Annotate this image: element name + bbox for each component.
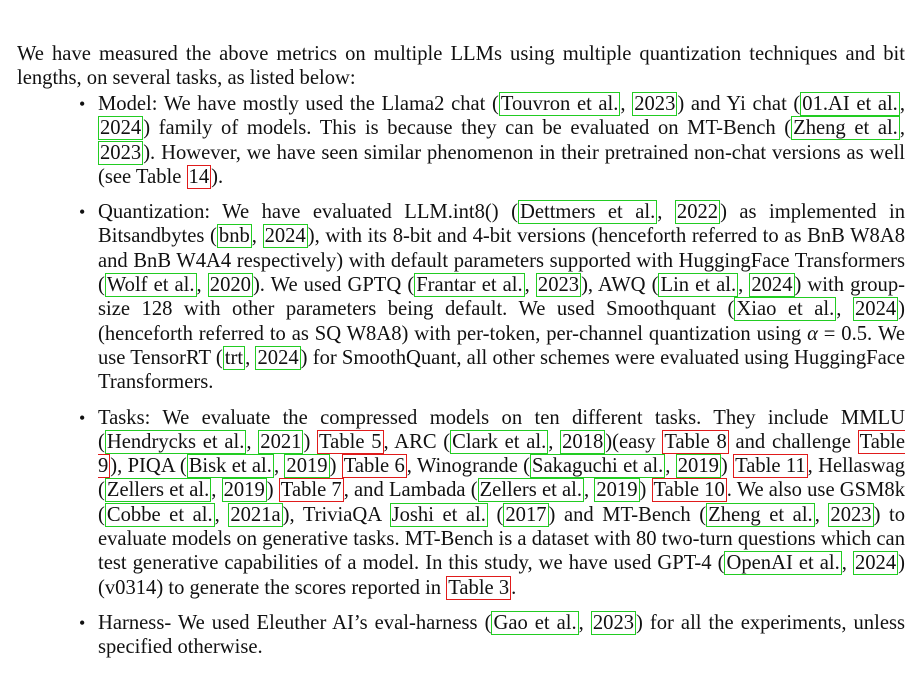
table-reference-link[interactable]: Table 6	[343, 455, 405, 478]
text-run: ) (henceforth referred to as SQ W8A8) with per-token, per-channel quantization using	[98, 298, 906, 345]
text-run: , Winogrande (	[406, 455, 530, 478]
text-run: (	[487, 503, 504, 526]
text-run: ), with its 8-bit and 4-bit versions (henceforth referred to as BnB W8A8 and BnB W4A4 respectively) with default parameters supported with HuggingFace Transformers (	[98, 225, 906, 297]
citation-link[interactable]: 2024	[257, 346, 299, 369]
text-run: ,	[548, 430, 561, 453]
table-reference-link[interactable]: Table 3	[448, 576, 510, 599]
text-run: ,	[899, 93, 905, 115]
text-run: Tasks: We evaluate the compressed models on ten different tasks. They include MMLU (	[98, 406, 905, 453]
list-item-model	[79, 92, 905, 189]
text-run: .	[511, 576, 517, 599]
intro-paragraph: We have measured the above metrics on multiple LLMs using multiple quantization techniques and bit lengths, on several tasks, as listed below:	[17, 42, 905, 90]
citation-link[interactable]: Zellers et al.	[106, 479, 210, 502]
text-run: , ARC (	[383, 430, 451, 453]
citation-link[interactable]: 01.AI et al.	[802, 93, 898, 115]
table-reference-link[interactable]: Table 8	[664, 430, 727, 453]
text-run: ).	[211, 165, 224, 188]
citation-link[interactable]: Bisk et al.	[188, 455, 272, 478]
table-reference-link[interactable]: Table 11	[735, 455, 806, 478]
citation-link[interactable]: 2024	[264, 225, 306, 248]
citation-link[interactable]: 2018	[562, 430, 604, 453]
text-run: ), PIQA (	[110, 455, 187, 478]
citation-link[interactable]: 2023	[634, 93, 676, 115]
list-item-text	[98, 407, 905, 600]
text-run: )	[720, 455, 734, 478]
text-run: )	[329, 455, 342, 478]
bullet-icon: •	[79, 94, 86, 114]
text-run: )	[266, 479, 279, 502]
list-item-text	[98, 200, 905, 393]
text-run: ) and Yi chat (	[677, 93, 801, 115]
citation-link[interactable]: Lin et al.	[660, 274, 737, 297]
text-run: ,	[245, 346, 256, 369]
text-run: ) (v0314) to generate the scores reported in	[98, 552, 905, 599]
list-item-text	[98, 92, 905, 189]
text-run: ), TriviaQA	[282, 503, 390, 526]
text-run: ,	[578, 611, 591, 634]
text-run: ) to evaluate models on generative tasks. MT-Bench is a dataset with 80 two-turn questions which can test generative capabilities of a model. In this study, we have used GPT-4 (	[98, 503, 906, 575]
citation-link[interactable]: Hendrycks et al.	[106, 430, 245, 453]
text-run: ,	[211, 479, 222, 502]
table-reference-link[interactable]: Table 10	[653, 479, 725, 502]
citation-link[interactable]: 2019	[223, 479, 265, 502]
citation-link[interactable]: 2024	[751, 274, 793, 297]
citation-link[interactable]: 2023	[830, 503, 872, 526]
table-reference-link[interactable]: 14	[188, 165, 210, 188]
citation-link[interactable]: Wolf et al.	[106, 274, 195, 297]
list-item-text	[98, 611, 905, 658]
text-run: Harness- We used Eleuther AI’s eval-harness (	[98, 611, 492, 634]
text-run: ,	[841, 552, 853, 575]
citation-link[interactable]: 2017	[505, 503, 547, 526]
text-run: ,	[524, 274, 536, 297]
text-run: ,	[583, 479, 595, 502]
text-run: ). However, we have seen similar phenomenon in their pretrained non-chat versions as well (see Table	[98, 141, 905, 188]
text-run: ) with group-size 128 with other parameters being default. We used Smoothquant (	[98, 274, 906, 321]
text-run: ,	[251, 225, 263, 248]
text-run: ) for all the experiments, unless specified otherwise.	[98, 611, 905, 659]
text-run: . We also use GSM8k (	[98, 479, 905, 526]
text-run: Model: We have mostly used the Llama2 chat (	[98, 93, 499, 115]
citation-link[interactable]: 2023	[100, 141, 142, 164]
text-run: ). We used GPTQ (	[252, 274, 415, 297]
list-item-harness	[79, 611, 905, 660]
text-run: ,	[246, 430, 259, 453]
citation-link[interactable]: OpenAI et al.	[726, 552, 840, 575]
text-run: ,	[814, 503, 829, 526]
text-run: ) for SmoothQuant, all other schemes were evaluated using HuggingFace Transformers.	[98, 346, 906, 394]
text-run: ,	[273, 455, 285, 478]
citation-link[interactable]: 2019	[677, 455, 719, 478]
text-run: , Hellaswag (	[98, 455, 906, 502]
citation-link[interactable]: Cobbe et al.	[106, 503, 213, 526]
citation-link[interactable]: Zheng et al.	[708, 503, 813, 526]
math-symbol: α	[807, 322, 818, 345]
list-item-quantization	[79, 200, 905, 394]
citation-link[interactable]: Gao et al.	[493, 611, 577, 634]
citation-link[interactable]: Frantar et al.	[416, 274, 523, 297]
bullet-icon: •	[79, 202, 86, 223]
citation-link[interactable]: 2023	[537, 274, 580, 297]
text-run: Quantization: We have evaluated LLM.int8() (	[98, 201, 518, 224]
text-run: )	[303, 430, 318, 453]
citation-link[interactable]: Sakaguchi et al.	[532, 455, 664, 478]
citation-link[interactable]: Joshi et al.	[391, 503, 486, 526]
text-run: ,	[899, 117, 905, 140]
text-run: ,	[836, 298, 853, 321]
table-reference-link[interactable]: Table 5	[319, 430, 382, 453]
table-reference-link[interactable]: Table 9	[98, 430, 906, 478]
text-run: )	[639, 479, 652, 502]
text-run: and challenge	[728, 430, 858, 453]
citation-link[interactable]: Zheng et al.	[793, 117, 898, 140]
citation-link[interactable]: 2024	[100, 117, 142, 140]
citation-link[interactable]: 2022	[676, 201, 719, 224]
setup-list	[79, 92, 905, 660]
text-run: ) family of models. This is because they can be evaluated on MT-Bench (	[143, 117, 792, 140]
citation-link[interactable]: Clark et al.	[452, 430, 547, 453]
citation-link[interactable]: Dettmers et al.	[519, 201, 656, 224]
text-run: ), AWQ (	[581, 274, 659, 297]
citation-link[interactable]: Touvron et al.	[500, 93, 619, 115]
citation-link[interactable]: bnb	[218, 225, 250, 248]
text-run: ,	[620, 93, 633, 115]
text-run: )(easy	[605, 430, 663, 453]
bullet-icon: •	[79, 407, 86, 428]
citation-link[interactable]: trt	[224, 346, 244, 369]
text-run: ,	[214, 503, 229, 526]
table-reference-link[interactable]: Table 7	[280, 479, 342, 502]
citation-link[interactable]: Xiao et al.	[736, 298, 835, 321]
citation-link[interactable]: 2020	[209, 274, 251, 297]
text-run: ) as implemented in Bitsandbytes (	[98, 201, 906, 248]
text-run: ,	[657, 201, 675, 224]
text-run: , and Lambada (	[343, 479, 478, 502]
text-run: ,	[665, 455, 676, 478]
citation-link[interactable]: Zellers et al.	[479, 479, 582, 502]
list-item-tasks	[79, 406, 905, 600]
citation-link[interactable]: 2019	[286, 455, 328, 478]
citation-link[interactable]: 2024	[854, 298, 897, 321]
text-run: ) and MT-Bench (	[548, 503, 707, 526]
text-run: ,	[196, 274, 208, 297]
citation-link[interactable]: 2023	[592, 611, 635, 634]
citation-link[interactable]: 2024	[854, 552, 897, 575]
citation-link[interactable]: 2021a	[230, 503, 281, 526]
citation-link[interactable]: 2021	[260, 430, 302, 453]
text-run: ,	[738, 274, 750, 297]
bullet-icon: •	[79, 612, 86, 633]
text-run: = 0.5. We use TensorRT (	[98, 322, 905, 369]
citation-link[interactable]: 2019	[596, 479, 638, 502]
